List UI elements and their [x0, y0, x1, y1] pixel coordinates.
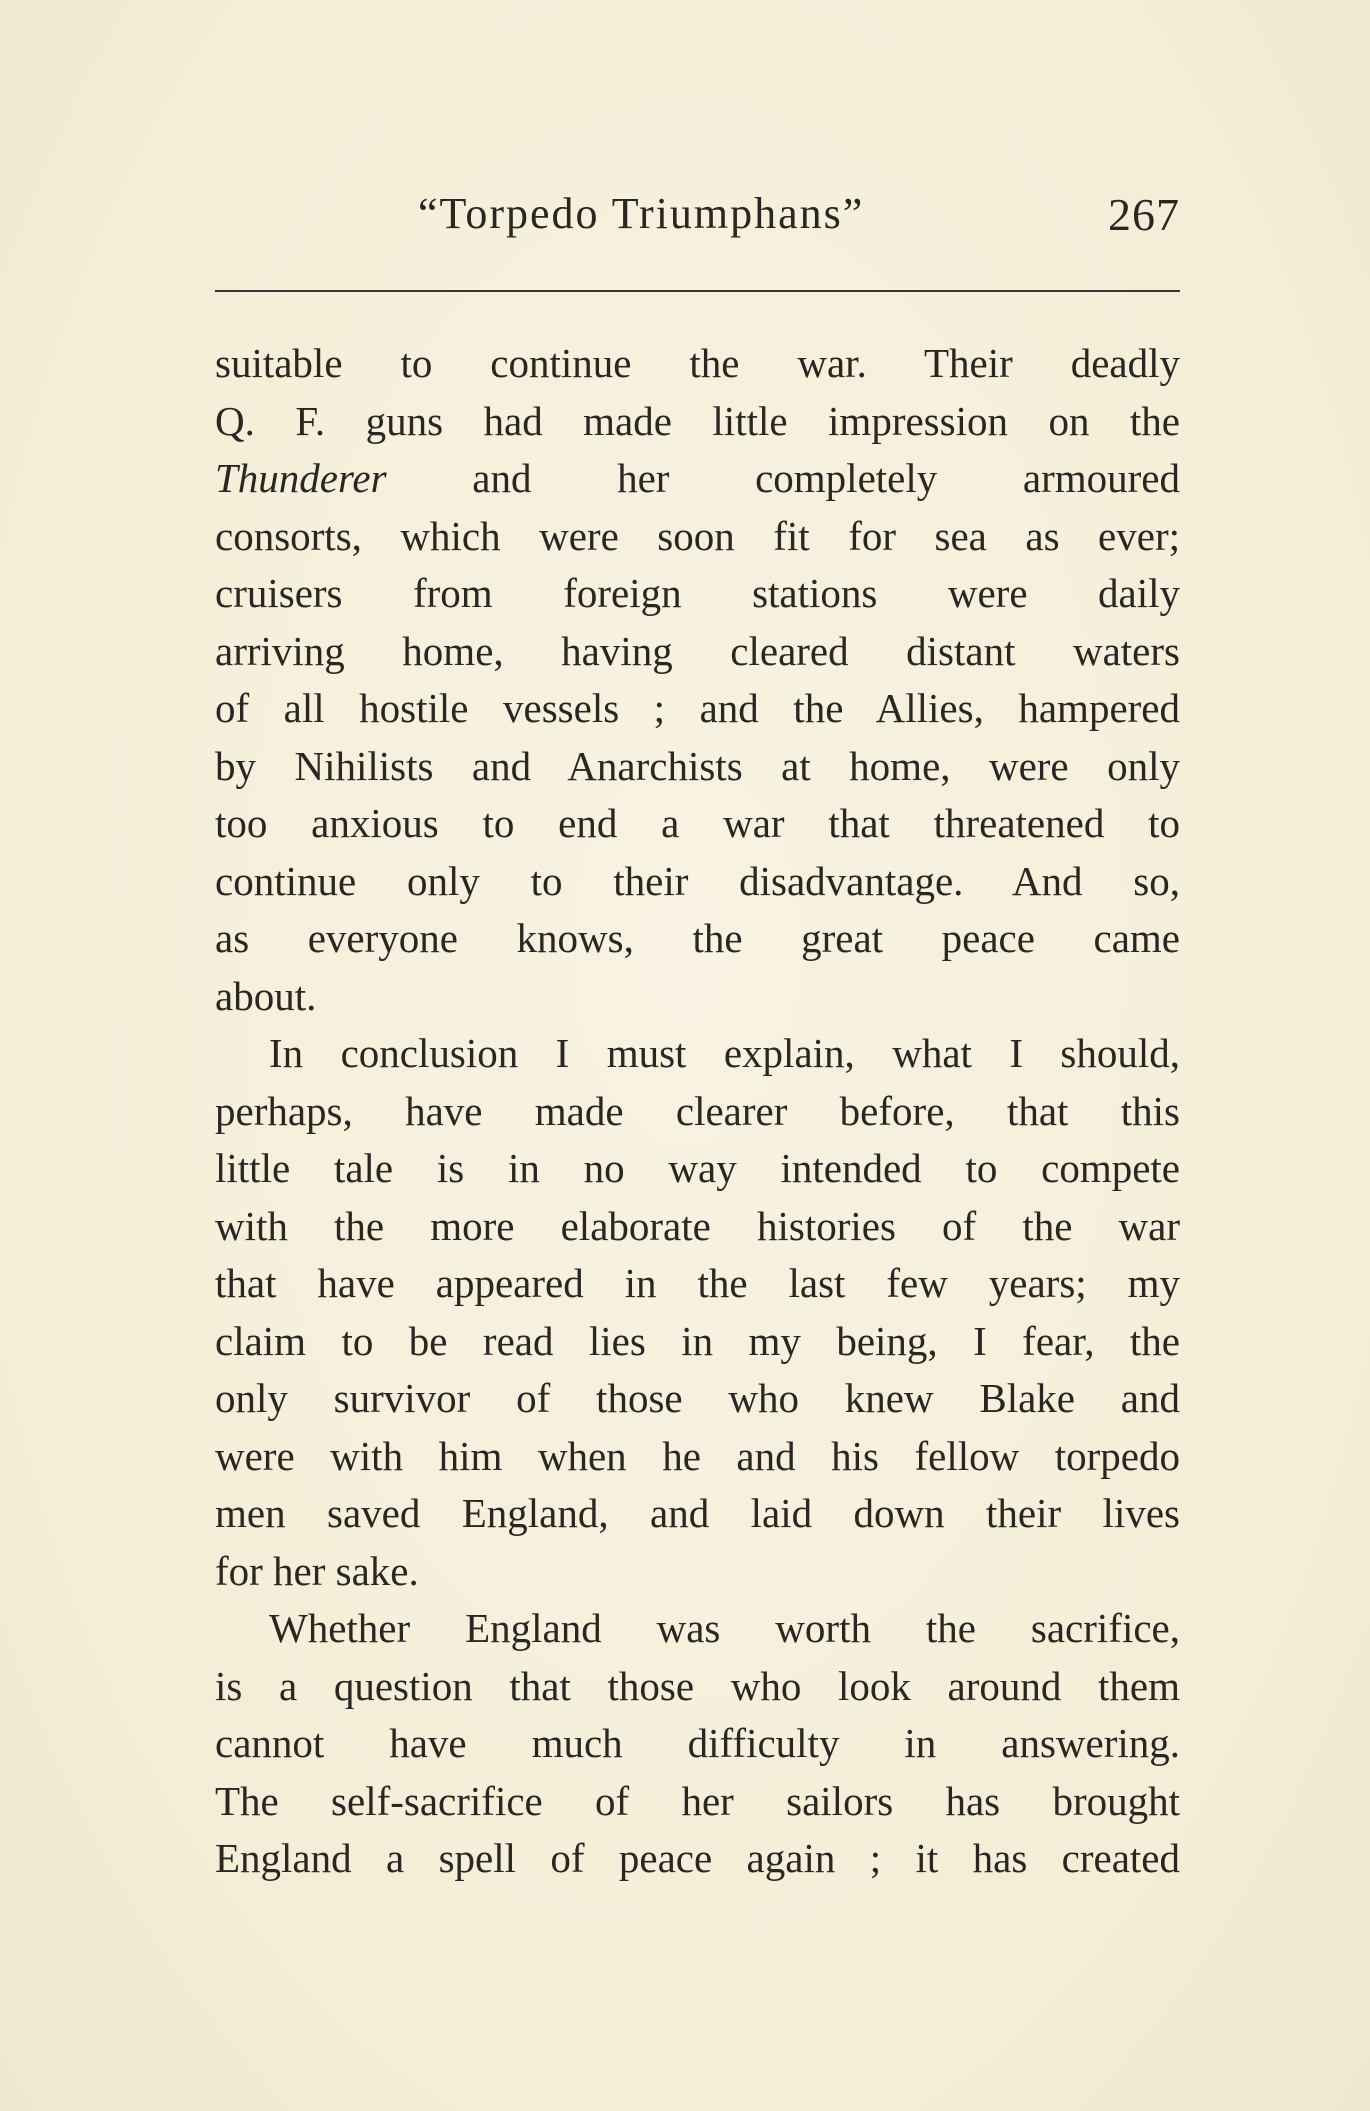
- text-line: were with him when he and his fellow torpedo: [215, 1432, 1180, 1479]
- text-line: little tale is in no way intended to compete: [215, 1145, 1180, 1191]
- text-line: with the more elaborate histories of the war: [215, 1202, 1180, 1249]
- text-line: that have appeared in the last few years; my: [215, 1260, 1180, 1306]
- header-rule: [215, 290, 1180, 292]
- text-line: claim to be read lies in my being, I fear, the: [215, 1317, 1180, 1364]
- text-line: as everyone knows, the great peace came: [215, 915, 1180, 961]
- text-line: arriving home, having cleared distant waters: [215, 627, 1180, 674]
- running-title: “Torpedo Triumphans”: [418, 189, 865, 238]
- page-number: 267: [1108, 189, 1180, 240]
- text-line: for her sake.: [215, 1547, 419, 1594]
- text-line: by Nihilists and Anarchists at home, were only: [215, 742, 1180, 789]
- text-line: cruisers from foreign stations were daily: [215, 570, 1180, 616]
- text-line: England a spell of peace again ; it has created: [215, 1835, 1180, 1881]
- text-line: is a question that those who look around them: [215, 1662, 1180, 1709]
- text-line: Q. F. guns had made little impression on the: [215, 397, 1180, 444]
- body-text: [215, 335, 1180, 1888]
- text-line: continue only to their disadvantage. And so,: [215, 857, 1180, 904]
- text-line: suitable to continue the war. Their deadly: [215, 340, 1180, 386]
- page-header: [215, 188, 1180, 248]
- text-line: [215, 450, 1180, 508]
- text-line: cannot have much difficulty in answering.: [215, 1720, 1180, 1766]
- text-line: too anxious to end a war that threatened to: [215, 800, 1180, 846]
- text-line: perhaps, have made clearer before, that this: [215, 1087, 1180, 1134]
- text-line: consorts, which were soon fit for sea as ever;: [215, 512, 1180, 559]
- ship-name-italic: Thunderer: [215, 455, 387, 501]
- text-line: The self-sacrifice of her sailors has brought: [215, 1777, 1180, 1824]
- text-line: Whether England was worth the sacrifice,: [269, 1605, 1180, 1651]
- text-line: of all hostile vessels ; and the Allies, hampered: [215, 685, 1180, 731]
- text-line-rest: and her completely armoured: [386, 455, 1180, 501]
- text-line: about.: [215, 972, 317, 1019]
- text-line: men saved England, and laid down their lives: [215, 1490, 1180, 1536]
- text-line: In conclusion I must explain, what I should,: [269, 1030, 1180, 1076]
- text-line: only survivor of those who knew Blake and: [215, 1375, 1180, 1421]
